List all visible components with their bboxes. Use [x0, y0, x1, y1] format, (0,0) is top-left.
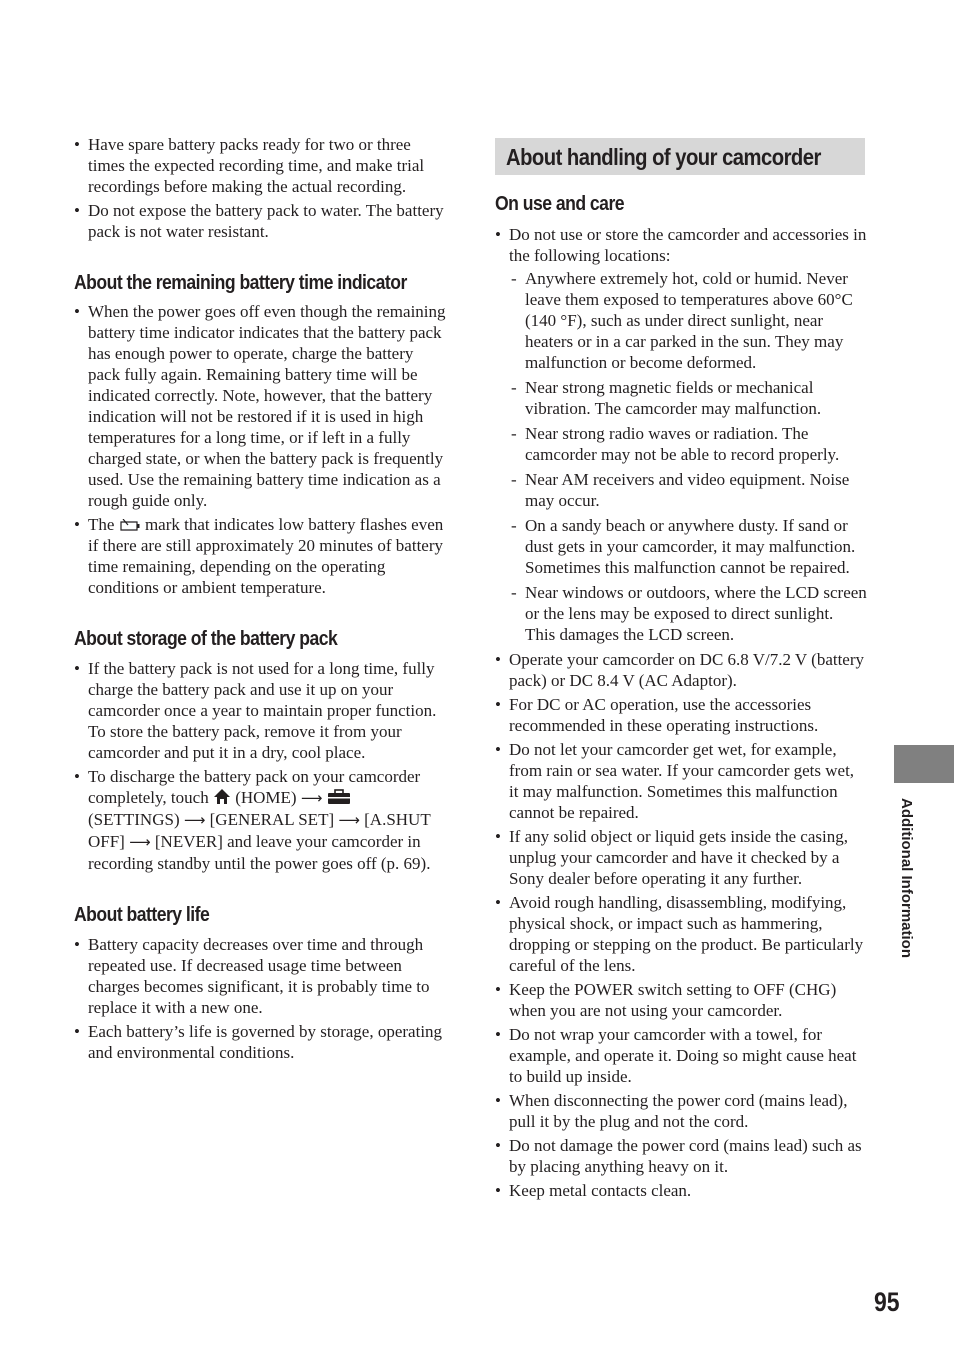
list-item: • Battery capacity decreases over time and through repeated use. If decreased usage time between charges becomes significant, it is probably time to replace it with a new one. [74, 935, 430, 1017]
arrow-right-icon: ⟶ [300, 789, 323, 807]
list-item: • Each battery’s life is governed by storage, operating and environmental conditions. [74, 1022, 443, 1062]
section-heading-storage: About storage of the battery pack [74, 628, 338, 650]
dash-item: - Near strong radio waves or radiation. The camcorder may not be able to record properly. [511, 424, 840, 464]
list-item: • Do not damage the power cord (mains lead) such as by placing anything heavy on it. [495, 1136, 862, 1176]
dash-item: - Anywhere extremely hot, cold or humid. Never leave them exposed to temperatures above 60°C (140 °F), such as under direct sunlight, near heaters or in a car parked in the sun. They may malfunction or become deformed. [511, 269, 853, 372]
list-item: • Avoid rough handling, disassembling, modifying, physical shock, or impact such as hammering, dropping or stepping on the product. Be particularly careful of the lens. [495, 893, 864, 975]
settings-toolbox-icon [327, 789, 351, 805]
dash-item: - Near strong magnetic fields or mechanical vibration. The camcorder may malfunction. [511, 378, 822, 418]
list-item: • Have spare battery packs ready for two or three times the expected recording time, and make trial recordings before making the actual recording. [74, 135, 425, 196]
list-item: • If the battery pack is not used for a long time, fully charge the battery pack and use it up on your camcorder once a year to maintain proper function. To store the battery pack, remove it from your camcorder and put it in a dry, cool place. [74, 659, 437, 762]
list-item: • The mark that indicates low battery flashes even if there are still approximately 20 minutes of battery time remaining, depending on the operating conditions or ambient temperature. [74, 515, 444, 597]
life-bullet-list [74, 934, 446, 1063]
home-icon [213, 788, 231, 805]
list-item: • When disconnecting the power cord (mains lead), pull it by the plug and not the cord. [495, 1091, 848, 1131]
remaining-bullet-list [74, 301, 446, 598]
list-item: • Do not use or store the camcorder and accessories in the following locations: - Anywhere extremely hot, cold or humid. Never leave them exposed to temperatures above 60°C (140 °F), such as under direct sunlight, near heaters or in a car parked in the sun. They may malfunction or become deformed. - Near strong magnetic fields or mechanical vibration. The camcorder may malfunction. - Near strong radio waves or radiation. The camcorder may not be able to record properly. - Near AM receivers and video equipment. Noise may occur. - On a sandy beach or anywhere dusty. If sand or dust gets in your camcorder, it may malfunction. Sometimes this malfunction cannot be repaired. - Near windows or outdoors, where the LCD screen or the lens may be exposed to direct sunlight. This damages the LCD screen. [495, 225, 867, 644]
list-item: • Keep the POWER switch setting to OFF (CHG) when you are not using your camcorder. [495, 980, 837, 1020]
dash-item: - On a sandy beach or anywhere dusty. If sand or dust gets in your camcorder, it may malfunction. Sometimes this malfunction cannot be repaired. [511, 516, 856, 577]
use-care-bullet-list [495, 224, 867, 1201]
dash-item: - Near windows or outdoors, where the LCD screen or the lens may be exposed to direct sunlight. This damages the LCD screen. [511, 583, 867, 644]
right-column [495, 192, 867, 1204]
page-number: 95 [874, 1287, 900, 1317]
section-heading-life: About battery life [74, 904, 210, 926]
list-item: • When the power goes off even though the remaining battery time indicator indicates that the battery pack has enough power to operate, charge the battery pack fully again. Remaining battery time will be indicated correctly. Note, however, that the battery indication will not be restored if it is used in high temperatures for a long time, or if left in a fully charged state, or when the battery pack is frequently used. Use the remaining battery time indication as a rough guide only. [74, 302, 446, 510]
intro-bullet-list [74, 134, 446, 242]
list-item: • To discharge the battery pack on your camcorder completely, touch (HOME) ⟶ (SETTINGS) ⟶ [GENERAL SET] ⟶ [A.SHUT OFF] ⟶ [NEVER] and leave your camcorder in recording standby until the power goes off (p. 69). [74, 767, 431, 873]
location-dash-list [509, 268, 867, 645]
list-item: • Keep metal contacts clean. [495, 1181, 692, 1200]
list-item: • Do not let your camcorder get wet, for example, from rain or sea water. If your camcorder gets wet, it may malfunction. Sometimes this malfunction cannot be repaired. [495, 740, 855, 822]
storage-bullet-list [74, 658, 446, 874]
section-heading-remaining: About the remaining battery time indicator [74, 272, 407, 294]
battery-low-icon [119, 519, 141, 532]
left-column [74, 134, 446, 1066]
arrow-right-icon: ⟶ [338, 811, 360, 829]
list-item: • For DC or AC operation, use the accessories recommended in these operating instructions. [495, 695, 819, 735]
dash-item: - Near AM receivers and video equipment. Noise may occur. [511, 470, 850, 510]
subheading-use-and-care: On use and care [495, 193, 625, 215]
arrow-right-icon: ⟶ [129, 833, 151, 851]
arrow-right-icon: ⟶ [183, 811, 206, 829]
section-title-banner [495, 138, 865, 175]
list-item: • Do not wrap your camcorder with a towel, for example, and operate it. Doing so might cause heat to build up inside. [495, 1025, 857, 1086]
side-tab-label: Additional Information [898, 798, 915, 958]
list-item: • Do not expose the battery pack to water. The battery pack is not water resistant. [74, 201, 444, 241]
list-item: • If any solid object or liquid gets inside the casing, unplug your camcorder and have it checked by a Sony dealer before operating it any further. [495, 827, 848, 888]
list-item: • Operate your camcorder on DC 6.8 V/7.2 V (battery pack) or DC 8.4 V (AC Adaptor). [495, 650, 865, 690]
section-title: About handling of your camcorder [506, 144, 821, 170]
section-side-tab [894, 745, 954, 783]
